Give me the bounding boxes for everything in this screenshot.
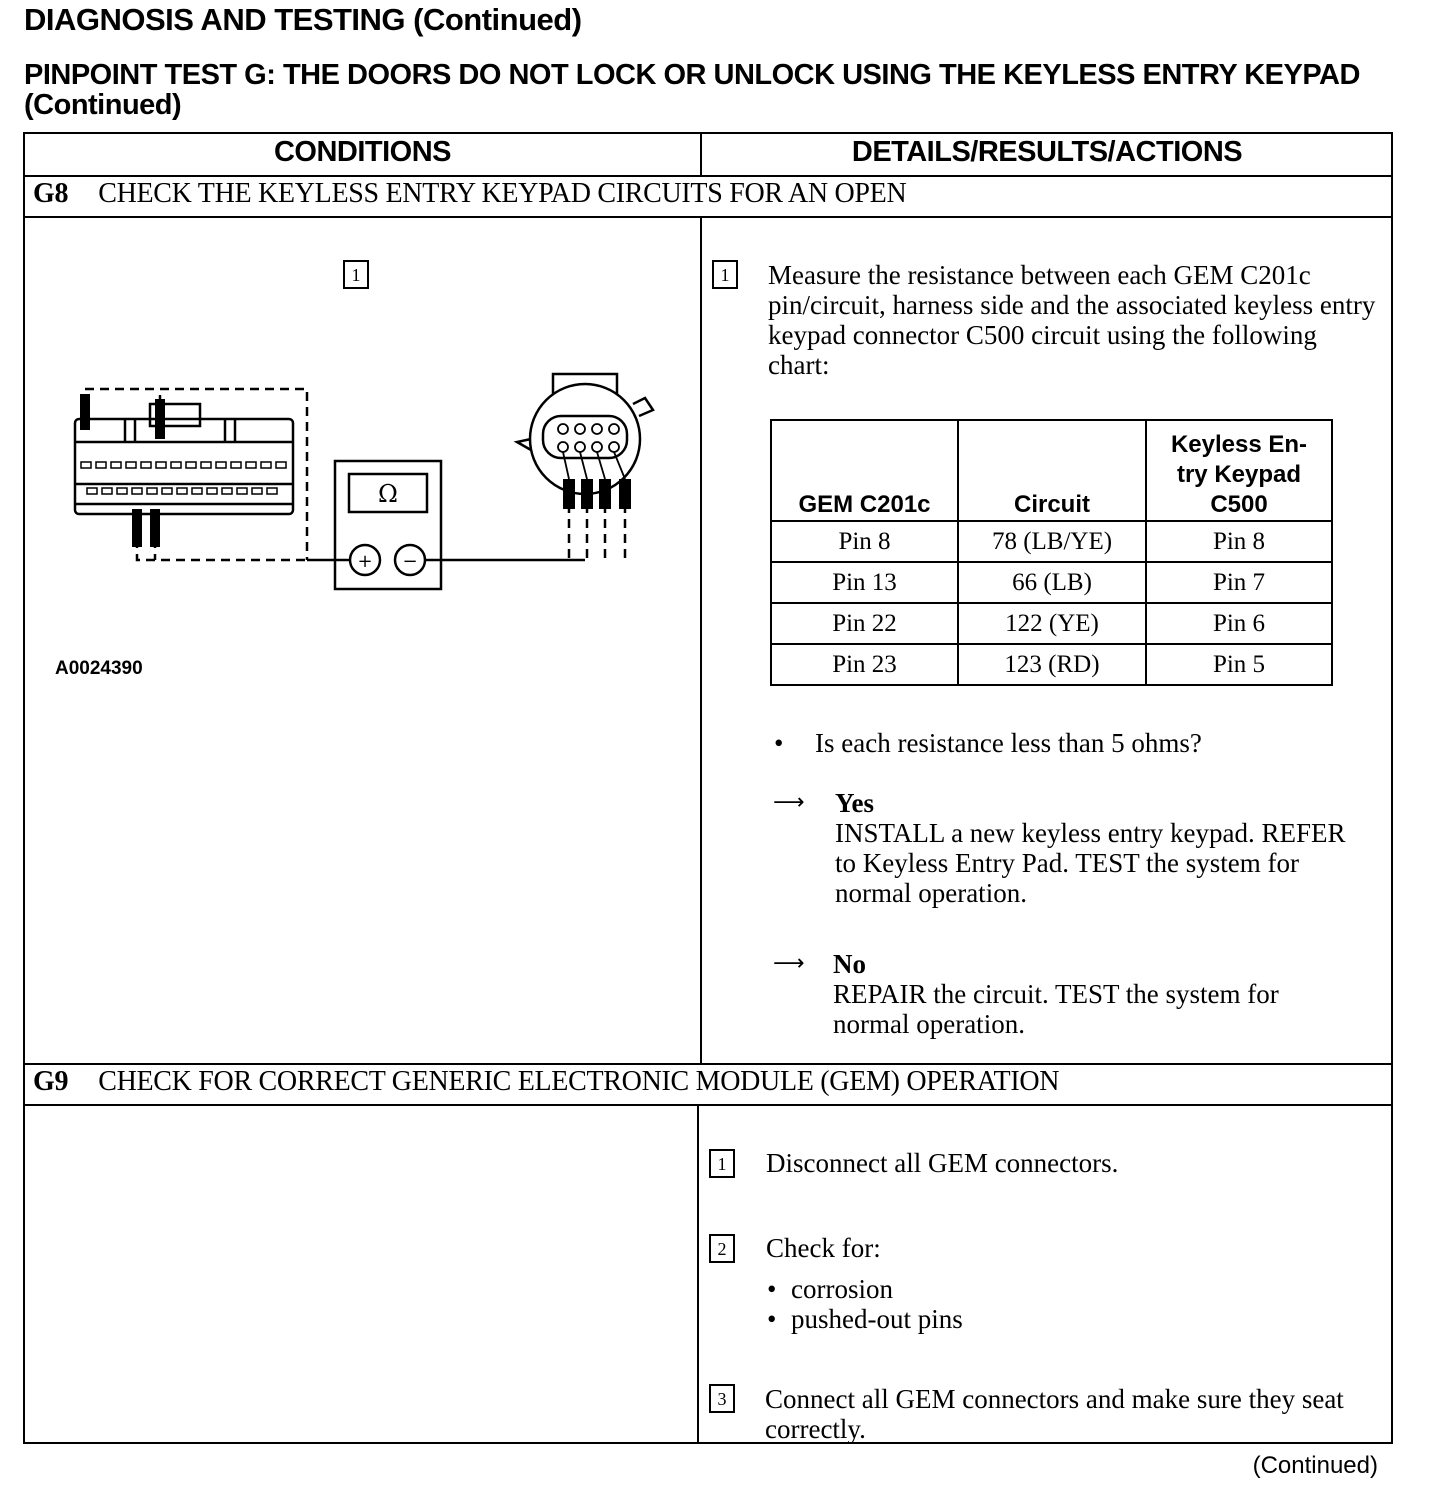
step-number-box: 2: [709, 1234, 735, 1263]
step-number-box: 1: [712, 260, 738, 289]
chart-header-gem: GEM C201c: [771, 420, 958, 521]
table-row: [771, 644, 1332, 685]
bullet-icon: •: [774, 728, 784, 758]
g8-title: CHECK THE KEYLESS ENTRY KEYPAD CIRCUITS FOR AN OPEN: [98, 178, 907, 209]
bullet-icon: •: [767, 1304, 777, 1334]
table-cell: Pin 7: [1146, 562, 1332, 603]
ohm-symbol: Ω: [378, 480, 398, 508]
column-divider: [697, 1105, 699, 1444]
table-cell: Pin 8: [771, 521, 958, 562]
step-number-box: 1: [709, 1149, 735, 1178]
yes-action: INSTALL a new keyless entry keypad. REFER to Keyless Entry Pad. TEST the system for normal operation.: [835, 818, 1346, 908]
resistance-test-diagram: [65, 364, 665, 604]
bullet-icon: •: [767, 1274, 777, 1304]
g9-step1: Disconnect all GEM connectors.: [766, 1148, 1119, 1178]
g9-step2: Check for:: [766, 1233, 881, 1263]
chart-header-circuit: Circuit: [958, 420, 1146, 521]
table-cell: Pin 22: [771, 603, 958, 644]
right-arrow-icon: ⟶: [773, 951, 805, 976]
details-header: DETAILS/RESULTS/ACTIONS: [851, 136, 1243, 168]
list-item: corrosion: [791, 1274, 893, 1304]
table-cell: 66 (LB): [958, 562, 1146, 603]
column-divider: [700, 217, 702, 1064]
table-cell: Pin 8: [1146, 521, 1332, 562]
gem-connector: [75, 404, 293, 514]
ohmmeter: [307, 461, 585, 589]
test-leads: [85, 389, 307, 560]
g8-instruction: Measure the resistance between each GEM C201c pin/circuit, harness side and the associated keyless entry keypad connector C500 circuit using the following chart:: [768, 260, 1376, 380]
meter-minus-label: −: [402, 551, 418, 572]
g9-title: CHECK FOR CORRECT GENERIC ELECTRONIC MODULE (GEM) OPERATION: [98, 1066, 1060, 1097]
figure-step-box: 1: [343, 260, 369, 289]
step-number-box: 3: [709, 1384, 735, 1413]
yes-label: Yes: [835, 788, 874, 818]
table-cell: 123 (RD): [958, 644, 1146, 685]
table-row: [771, 562, 1332, 603]
table-cell: 78 (LB/YE): [958, 521, 1146, 562]
table-cell: Pin 6: [1146, 603, 1332, 644]
row-divider: [25, 1104, 1391, 1106]
g8-code: G8: [33, 178, 69, 209]
chart-header-keypad: Keyless En-try Keypad C500: [1146, 420, 1332, 521]
table-row: [771, 521, 1332, 562]
row-divider: [25, 216, 1391, 218]
no-label: No: [833, 949, 866, 979]
list-item: pushed-out pins: [791, 1304, 963, 1334]
probes: [80, 394, 165, 547]
row-divider: [25, 175, 1391, 177]
keypad-connector: [517, 374, 653, 560]
g8-question: Is each resistance less than 5 ohms?: [815, 728, 1202, 758]
column-divider: [700, 134, 702, 176]
row-divider: [25, 1063, 1391, 1065]
resistance-chart: [770, 419, 1333, 686]
table-row: [771, 603, 1332, 644]
conditions-header: CONDITIONS: [273, 136, 452, 168]
right-arrow-icon: ⟶: [773, 790, 805, 815]
meter-plus-label: +: [357, 551, 373, 572]
g8-step-header: [33, 178, 906, 210]
pinpoint-test-title: PINPOINT TEST G: THE DOORS DO NOT LOCK OR UNLOCK USING THE KEYLESS ENTRY KEYPAD (Continued): [24, 59, 1360, 121]
test-table: [23, 132, 1393, 1444]
table-cell: 122 (YE): [958, 603, 1146, 644]
figure-code: A0024390: [55, 658, 143, 679]
table-cell: Pin 23: [771, 644, 958, 685]
g9-step-header: [33, 1066, 1059, 1098]
page-title: DIAGNOSIS AND TESTING (Continued): [24, 2, 582, 37]
table-cell: Pin 5: [1146, 644, 1332, 685]
g9-step3: Connect all GEM connectors and make sure they seat correctly.: [765, 1384, 1344, 1444]
continued-label: (Continued): [1252, 1452, 1378, 1479]
table-cell: Pin 13: [771, 562, 958, 603]
g9-code: G9: [33, 1066, 69, 1097]
no-action: REPAIR the circuit. TEST the system for normal operation.: [833, 979, 1279, 1039]
